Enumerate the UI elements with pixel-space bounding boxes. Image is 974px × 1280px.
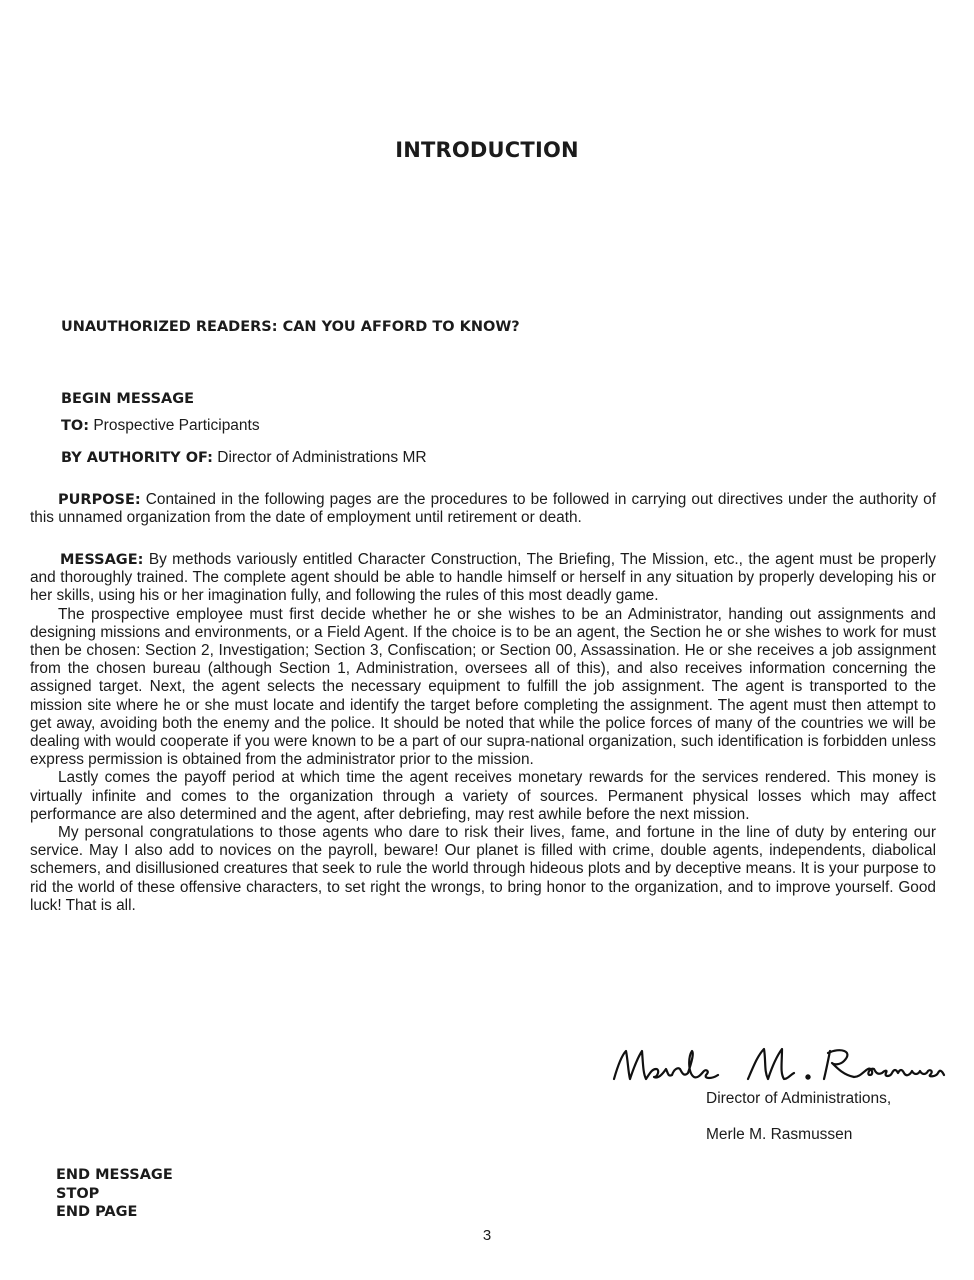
signature-name: Merle M. Rasmussen — [706, 1126, 853, 1143]
authority-line — [61, 449, 427, 467]
authority-label: BY AUTHORITY OF: — [61, 450, 213, 466]
handwritten-signature — [608, 1043, 948, 1091]
purpose-label: PURPOSE: — [58, 492, 141, 508]
page-title: INTRODUCTION — [395, 138, 579, 162]
recipient-line — [61, 417, 260, 435]
message-section — [30, 551, 936, 915]
message-label: MESSAGE: — [60, 552, 144, 568]
page-number: 3 — [482, 1227, 492, 1244]
signature-title: Director of Administrations, — [706, 1090, 892, 1107]
message-paragraph-3: Lastly comes the payoff period at which time the agent receives monetary rewards for the services rendered. This money is virtually infinite and comes to the organization through a variety of sources. Permanent physical losses which may affect performance are also determined and the agent, after debriefing, may rest awhile before the next mission. — [30, 769, 936, 823]
stop-line: STOP — [56, 1185, 100, 1202]
message-text-1: By methods variously entitled Character Construction, The Briefing, The Mission, etc., the agent must be properly and thoroughly trained. The complete agent should be able to handle himself or herself in any situation by properly developing his or her skills, using his or her imagination fully, and following the rules of this most deadly game. — [30, 551, 936, 605]
message-paragraph-2: The prospective employee must first decide whether he or she wishes to be an Administrator, handing out assignments and designing missions and environments, or a Field Agent. If the choice is to be an agent, the Section he or she wishes to work for must then be chosen: Section 2, Investigation; Section 3, Confiscation; or Section 00, Assassination. He or she receives a job assignment from the chosen bureau (although Section 1, Administration, oversees all of this), and also receives information concerning the assigned target. Next, the agent selects the necessary equipment to fulfill the job assignment. The agent is transported to the mission site where he or she must locate and identify the target before completing the assignment. The agent must then attempt to get away, avoiding both the enemy and the police. It should be noted that while the police forces of many of the countries we will be dealing with would cooperate if you were known to be a part of our supra-national organization, such identification is forbidden unless express permission is obtained from the administrator prior to the mission. — [30, 605, 936, 769]
message-paragraph-4: My personal congratulations to those agents who dare to risk their lives, fame, and fortune in the line of duty by entering our service. May I also add to novices on the payroll, beware! Our planet is filled with crime, double agents, independents, diabolical schemers, and disillusioned creatures that seek to rule the world through hideous plots and by deceptive means. It is your purpose to rid the world of these offensive characters, to set right the wrongs, to bring honor to the organization, and to improve yourself. Good luck! That is all. — [30, 824, 936, 914]
warning-heading: UNAUTHORIZED READERS: CAN YOU AFFORD TO KNOW? — [61, 319, 520, 335]
end-page-line: END PAGE — [56, 1204, 138, 1220]
end-message-line: END MESSAGE — [56, 1167, 173, 1183]
to-value: Prospective Participants — [89, 417, 260, 434]
purpose-text: Contained in the following pages are the procedures to be followed in carrying out directives under the authority of this unnamed organization from the date of employment until retirement or death. — [30, 491, 936, 527]
purpose-section — [30, 491, 936, 527]
message-paragraph-1 — [30, 551, 936, 606]
begin-message-label: BEGIN MESSAGE — [61, 391, 195, 407]
end-message-block — [56, 1166, 173, 1222]
to-label: TO: — [61, 418, 90, 434]
authority-value: Director of Administrations MR — [212, 449, 427, 466]
purpose-paragraph — [30, 491, 936, 527]
